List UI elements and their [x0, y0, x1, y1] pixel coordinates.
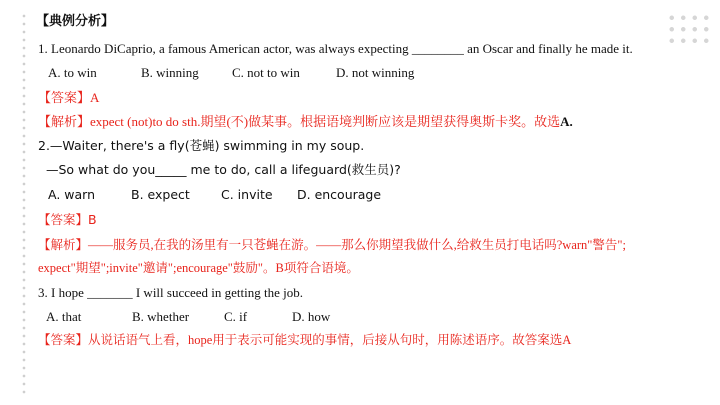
q2-option-a: A. warn	[48, 187, 96, 202]
q2-stem-line2-end: me to do, call a lifeguard(救生员)?	[186, 162, 401, 177]
q3-option-a: A. that	[46, 309, 82, 324]
q2-stem-line2	[46, 162, 401, 178]
q2-analysis-line2: expect"期望";invite"邀请";encourage"鼓励"。B项符合语境。	[38, 261, 359, 275]
q1-answer: 【答案】A	[38, 90, 100, 105]
q2-option-d: D. encourage	[297, 187, 382, 202]
q2-stem-blank: _____	[155, 162, 187, 177]
q3-option-c: C. if	[224, 309, 248, 324]
q1-analysis	[38, 114, 573, 130]
q1-analysis-text: 【解析】expect (not)to do sth.期望(不)做某事。根据语境判断应该是期望获得奥斯卡奖。故选	[38, 114, 561, 129]
q2-stem-line1: 2.—Waiter, there's a fly(苍蝇) swimming in my soup.	[38, 138, 365, 153]
decorative-dots-grid	[666, 12, 712, 46]
q1-stem: 1. Leonardo DiCaprio, a famous American actor, was always expecting ________ an Oscar and finally he made it.	[38, 41, 633, 56]
q2-analysis-line1: 【解析】——服务员,在我的汤里有一只苍蝇在游。——那么你期望我做什么,给救生员打电话吗?warn"警告";	[38, 238, 626, 252]
q2-option-b: B. expect	[131, 187, 190, 202]
q2-option-c: C. invite	[221, 187, 273, 202]
q3-answer: 【答案】从说话语气上看，hope用于表示可能实现的事情，后接从句时，用陈述语序。故答案选A	[38, 333, 572, 347]
section-title: 【典例分析】	[36, 14, 115, 29]
q1-option-c: C. not to win	[232, 65, 300, 80]
q2-stem-line2-start: —So what do you	[46, 162, 156, 177]
q2-answer: 【答案】B	[38, 212, 97, 227]
q1-option-a: A. to win	[48, 65, 97, 80]
q1-option-b: B. winning	[141, 65, 199, 80]
q3-stem: 3. I hope _______ I will succeed in getting the job.	[38, 285, 304, 300]
q1-analysis-letter: A.	[560, 114, 573, 129]
q3-option-d: D. how	[292, 309, 331, 324]
decorative-dots-left	[22, 12, 26, 397]
q3-option-b: B. whether	[132, 309, 190, 324]
q1-option-d: D. not winning	[336, 65, 415, 80]
